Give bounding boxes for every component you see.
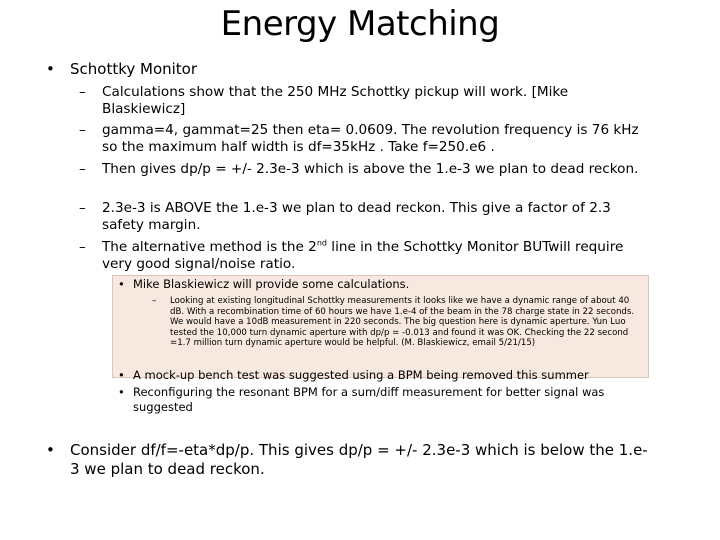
dash-marker: – [79,161,86,177]
sub-item-safety-margin: 2.3e-3 is ABOVE the 1.e-3 we plan to dead reckon. This give a factor of 2.3 safety margin. [102,200,611,233]
l3-item-calculations: Mike Blaskiewicz will provide some calculations. [133,277,410,291]
bullet-marker: • [46,60,55,78]
dash-marker: – [79,239,86,255]
dash-marker: – [152,296,157,306]
bullet-schottky-monitor: Schottky Monitor [70,60,198,78]
sub-item-calculations: Calculations show that the 250 MHz Schottky pickup will work. [Mike Blaskiewicz] [102,84,569,117]
bullet-marker: • [46,441,55,459]
bullet-marker: • [118,385,125,399]
dash-marker: – [79,200,86,216]
l3-item-reconfiguring-bpm: Reconfiguring the resonant BPM for a sum/diff measurement for better signal was suggested [133,385,605,414]
bullet-consider-dff: Consider df/f=-eta*dp/p. This gives dp/p = +/- 2.3e-3 which is below the 1.e-3 we plan to dead reckon. [70,441,648,478]
sub-item-eta: gamma=4, gammat=25 then eta= 0.0609. The revolution frequency is 76 kHz so the maximum half width is df=35kHz . Take f=250.e6 . [102,122,639,155]
slide-title: Energy Matching [220,4,500,44]
sub-item-dpp-above: Then gives dp/p = +/- 2.3e-3 which is above the 1.e-3 we plan to dead reckon. [102,161,639,177]
superscript-nd: nd [316,238,327,248]
sub-item-alternative-method: The alternative method is the 2nd line in the Schottky Monitor BUTwill require very good signal/noise ratio. [102,238,624,272]
l4-note-blaskiewicz: Looking at existing longitudinal Schottky measurements it looks like we have a dynamic range of about 40 dB. With a recombination time of 60 hours we have 1.e-4 of the beam in the 78 charge state in 22 seconds. We would have a 10dB measurement in 220 seconds. The big question here is dynamic aperture. Yun Luo tested the 10,000 turn dynamic aperture with dp/p = -0.013 and found it was OK. Checking the 22 second =1.7 million turn dynamic aperture would be helpful. (M. Blaskiewicz, email 5/21/15) [170,296,635,348]
l3-item-bench-test: A mock-up bench test was suggested using a BPM being removed this summer [133,368,589,382]
bullet-marker: • [118,368,125,382]
dash-marker: – [79,84,86,100]
dash-marker: – [79,122,86,138]
bullet-marker: • [118,277,125,291]
